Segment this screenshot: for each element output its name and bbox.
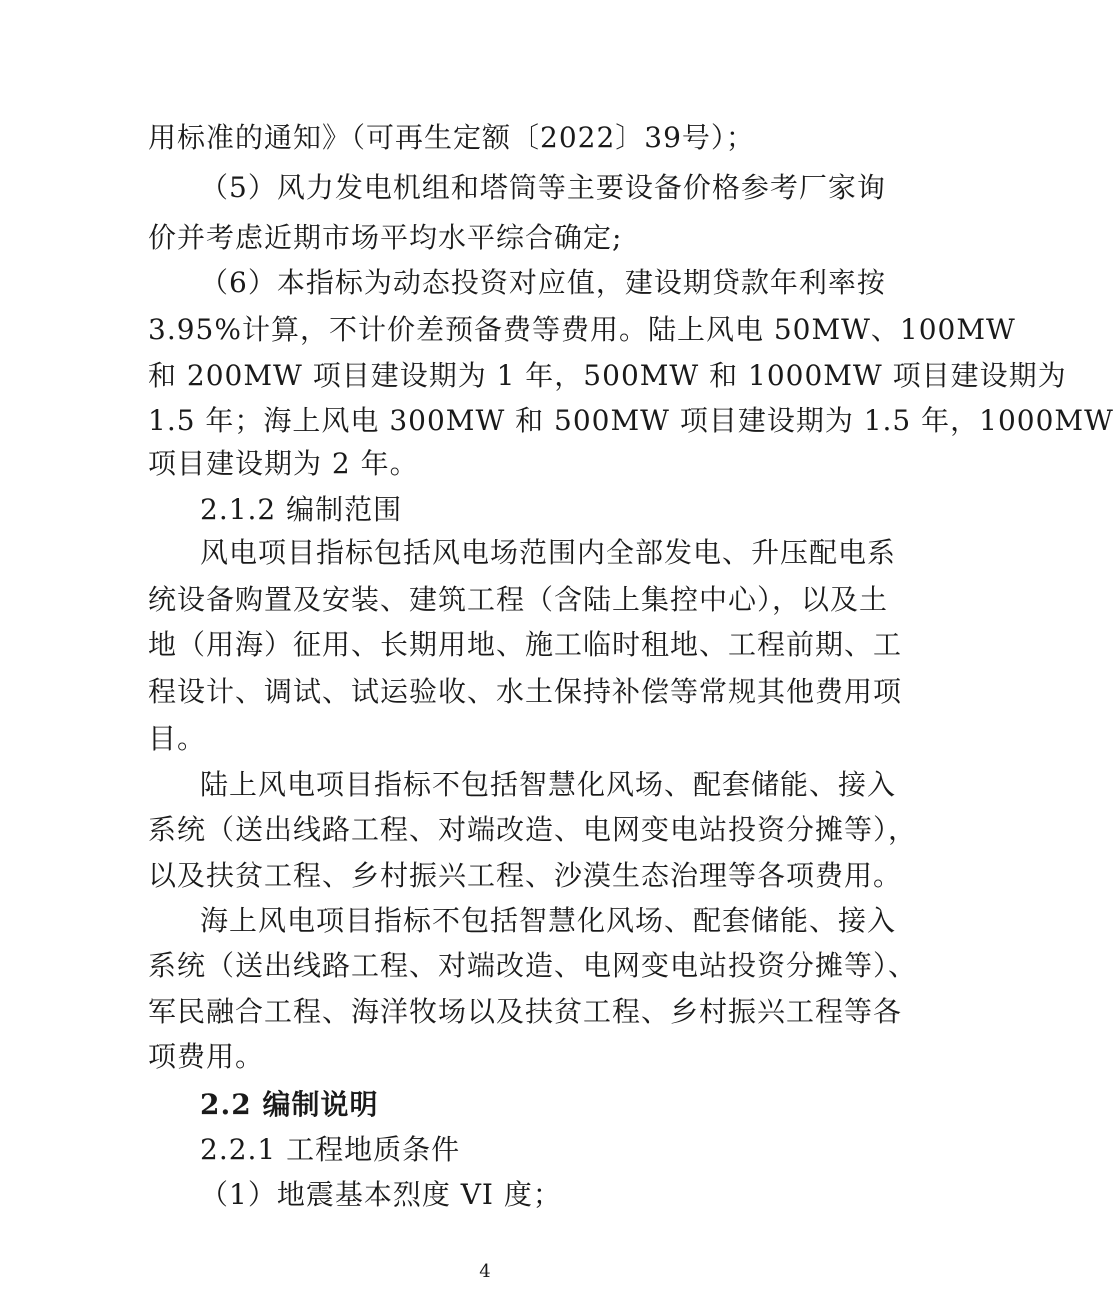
list-item-5: （5）风力发电机组和塔筒等主要设备价格参考厂家询 — [200, 171, 886, 204]
section-heading-2-1-2: 2.1.2 编制范围 — [200, 493, 403, 526]
paragraph-start: 风电项目指标包括风电场范围内全部发电、升压配电系 — [200, 536, 897, 569]
body-text-line: 价并考虑近期市场平均水平综合确定; — [148, 221, 623, 254]
section-heading-2-2: 2.2 编制说明 — [200, 1088, 379, 1121]
body-text-line: 1.5 年；海上风电 300MW 和 500MW 项目建设期为 1.5 年，1000MW — [148, 404, 1114, 437]
body-text-line: 项目建设期为 2 年。 — [148, 447, 419, 480]
body-text-line: 用标准的通知》（可再生定额〔2022〕39号）； — [148, 121, 755, 154]
body-text-line: 地（用海）征用、长期用地、施工临时租地、工程前期、工 — [148, 628, 903, 661]
list-item-6: （6）本指标为动态投资对应值，建设期贷款年利率按 — [200, 266, 886, 299]
list-item-1: （1）地震基本烈度 VI 度； — [200, 1178, 562, 1211]
paragraph-start: 海上风电项目指标不包括智慧化风场、配套储能、接入 — [200, 904, 897, 937]
body-text-line: 3.95%计算，不计价差预备费等费用。陆上风电 50MW、100MW — [148, 313, 1016, 346]
body-text-line: 军民融合工程、海洋牧场以及扶贫工程、乡村振兴工程等各 — [148, 995, 903, 1028]
page-number: 4 — [479, 1261, 491, 1282]
body-text-line: 和 200MW 项目建设期为 1 年，500MW 和 1000MW 项目建设期为 — [148, 359, 1067, 392]
body-text-line: 目。 — [148, 722, 207, 755]
body-text-line: 统设备购置及安装、建筑工程（含陆上集控中心），以及土 — [148, 583, 889, 616]
body-text-line: 系统（送出线路工程、对端改造、电网变电站投资分摊等）、 — [148, 949, 918, 982]
body-text-line: 程设计、调试、试运验收、水土保持补偿等常规其他费用项 — [148, 675, 903, 708]
section-heading-2-2-1: 2.2.1 工程地质条件 — [200, 1133, 461, 1166]
body-text-line: 项费用。 — [148, 1040, 265, 1073]
paragraph-start: 陆上风电项目指标不包括智慧化风场、配套储能、接入 — [200, 768, 897, 801]
body-text-line: 以及扶贫工程、乡村振兴工程、沙漠生态治理等各项费用。 — [148, 859, 903, 892]
body-text-line: 系统（送出线路工程、对端改造、电网变电站投资分摊等）， — [148, 813, 918, 846]
